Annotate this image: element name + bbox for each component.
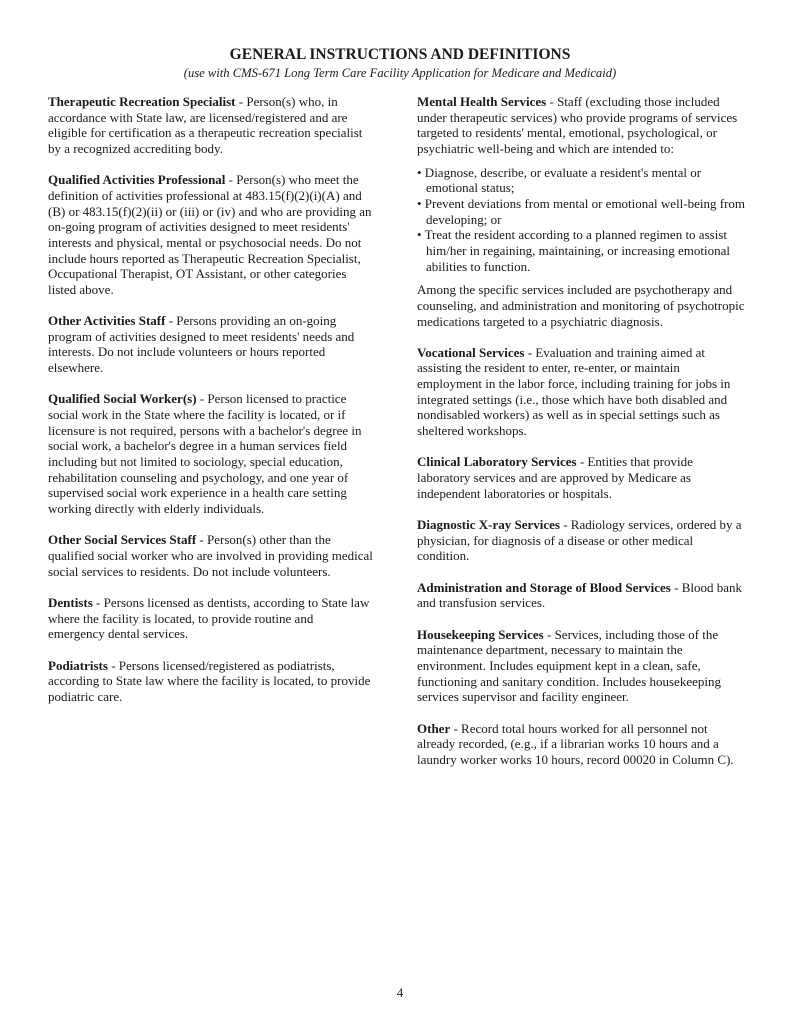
definition-text: - Blood bank	[670, 579, 743, 595]
definition-text: - Staff (excluding those included	[546, 94, 720, 109]
definition-term: Therapeutic Recreation Specialist	[48, 94, 236, 109]
definition-line: sheltered workshops.	[417, 423, 527, 439]
definition-paragraph	[417, 627, 745, 705]
definition-text: - Record total hours worked for all personnel not	[450, 720, 708, 736]
definition-line: social services to residents. Do not include volunteers.	[48, 563, 331, 579]
definition-line	[417, 517, 745, 533]
definition-line: program of activities designed to meet residents' needs and	[48, 328, 355, 344]
definition-line: services supervisor and facility engineer.	[417, 689, 629, 705]
definition-line: supervised social work experience in a health care setting	[48, 485, 347, 501]
definition-line: where the facility is located, to provide routine and	[48, 610, 314, 626]
bullet-item	[417, 227, 745, 274]
definition-line	[48, 313, 373, 329]
bullet-item	[417, 165, 745, 196]
bullet-line: emotional status;	[426, 180, 515, 196]
definition-line: condition.	[417, 548, 470, 564]
definition-line	[417, 454, 745, 470]
definition-line: maintenance department, necessary to maintain the	[417, 642, 683, 658]
definition-paragraph	[48, 595, 373, 642]
definition-line	[417, 627, 745, 643]
definition-line: physician, for diagnosis of a disease or other medical	[417, 532, 694, 548]
definition-paragraph	[417, 345, 745, 439]
right-column	[417, 94, 745, 783]
definition-line: eligible for certification as a therapeutic recreation specialist	[48, 125, 363, 141]
definition-term: Other Social Services Staff	[48, 532, 197, 548]
definition-line: interests. Do not include volunteers or hours reported	[48, 344, 326, 360]
definition-term: Podiatrists	[48, 657, 108, 673]
definition-line: by a recognized accrediting body.	[48, 140, 223, 156]
definition-term: Qualified Social Worker(s)	[48, 391, 197, 407]
definition-line	[417, 345, 745, 361]
definition-line: independent laboratories or hospitals.	[417, 485, 612, 501]
definition-line: nondisabled workers) as well as in special settings such as	[417, 407, 720, 423]
definition-paragraph	[417, 517, 745, 564]
definition-line	[48, 391, 373, 407]
bullet-line: abilities to function.	[426, 258, 531, 274]
definition-term: Diagnostic X-ray Services	[417, 517, 560, 533]
definition-line: accordance with State law, are licensed/registered and are	[48, 109, 348, 125]
definition-text: - Entities that provide	[576, 454, 693, 470]
definition-line: laboratory services and are approved by Medicare as	[417, 470, 691, 486]
definition-term: Other	[417, 720, 451, 736]
bullet-line: • Diagnose, describe, or evaluate a resident's mental or	[417, 164, 702, 180]
definition-term: Mental Health Services	[417, 94, 547, 109]
page-title: GENERAL INSTRUCTIONS AND DEFINITIONS	[229, 46, 571, 63]
definition-line: elsewhere.	[48, 360, 104, 376]
definition-line: definition of activities professional at 483.15(f)(2)(i)(A) and	[48, 187, 362, 203]
definition-line: Among the specific services included are psychotherapy and	[417, 282, 733, 298]
definition-term: Dentists	[48, 594, 93, 610]
definition-line: functioning and sanitary condition. Includes housekeeping	[417, 673, 721, 689]
definition-paragraph	[417, 282, 745, 329]
bullet-item	[417, 196, 745, 227]
definition-text: - Services, including those of the	[543, 626, 719, 642]
definition-text: - Persons licensed/registered as podiatrists,	[107, 657, 335, 673]
definition-paragraph	[417, 454, 745, 501]
bullet-line: developing; or	[426, 211, 502, 227]
definition-term: Qualified Activities Professional	[48, 172, 226, 188]
definition-line: under therapeutic services) who provide programs of services	[417, 109, 738, 125]
definition-term: Administration and Storage of Blood Services	[417, 579, 671, 595]
definition-line	[417, 94, 745, 110]
definition-line	[417, 580, 745, 596]
definition-line: medications targeted to a psychiatric diagnosis.	[417, 313, 663, 329]
bullet-line: • Treat the resident according to a planned regimen to assist	[417, 227, 727, 243]
definition-text: - Person licensed to practice	[196, 391, 347, 407]
definition-text: - Evaluation and training aimed at	[524, 344, 705, 360]
definition-line: integrated settings (i.e., those which have both disabled and	[417, 391, 728, 407]
definition-line	[48, 94, 373, 110]
definition-line: on-going program of activities designed to meet residents'	[48, 219, 350, 235]
definition-term: Other Activities Staff	[48, 313, 166, 329]
definition-line: according to State law where the facility is located, to provide	[48, 673, 371, 689]
definition-line: counseling, and administration and monitoring of psychotropic	[417, 297, 745, 313]
definition-paragraph	[48, 658, 373, 705]
definition-text: - Person(s) other than the	[196, 532, 331, 548]
definition-line: (B) or 483.15(f)(2)(ii) or (iii) or (iv) and who are providing an	[48, 203, 372, 219]
definition-line: employment in the labor force, including training for jobs in	[417, 376, 731, 392]
definition-line: including but not limited to sociology, special education,	[48, 454, 343, 470]
definition-line	[48, 532, 373, 548]
definition-term: Vocational Services	[417, 344, 525, 360]
definition-term: Housekeeping Services	[417, 626, 544, 642]
definition-line: already recorded, (e.g., if a librarian works 10 hours and a	[417, 736, 719, 752]
definition-paragraph	[48, 172, 373, 297]
definition-line: and transfusion services.	[417, 595, 546, 611]
definition-line: Occupational Therapist, OT Assistant, or other categories	[48, 266, 347, 282]
definition-term: Clinical Laboratory Services	[417, 454, 577, 470]
definition-paragraph	[417, 721, 745, 768]
definition-line: qualified social worker who are involved in providing medical	[48, 547, 373, 563]
definition-line: podiatric care.	[48, 688, 123, 704]
left-column	[48, 94, 373, 720]
definition-text: - Persons licensed as dentists, according to State law	[92, 594, 370, 610]
definition-line: social work in the State where the facility is located, or if	[48, 407, 346, 423]
definition-line: environment. Includes equipment kept in a clean, safe,	[417, 657, 701, 673]
bullet-line: him/her in regaining, maintaining, or increasing emotional	[426, 242, 730, 258]
definition-paragraph	[48, 313, 373, 376]
definition-line	[48, 595, 373, 611]
definition-line: psychiatric well-being and which are intended to:	[417, 140, 675, 156]
bullet-line: • Prevent deviations from mental or emotional well-being from	[417, 195, 746, 211]
definition-line: social work, a bachelor's degree in a human services field	[48, 438, 348, 454]
definition-text: - Person(s) who meet the	[225, 172, 359, 188]
definition-line: rehabilitation counseling and psychology, and one year of	[48, 469, 349, 485]
definition-line: listed above.	[48, 281, 114, 297]
definition-line: interests and physical, mental or psychosocial needs. Do not	[48, 234, 362, 250]
definition-paragraph	[48, 391, 373, 516]
definition-text: - Radiology services, ordered by a	[559, 517, 742, 533]
definition-line	[48, 658, 373, 674]
page-number: 4	[396, 985, 404, 1000]
definition-text: - Person(s) who, in	[235, 94, 338, 109]
definition-line: working directly with elderly individuals.	[48, 501, 265, 517]
definition-text: - Persons providing an on-going	[165, 313, 337, 329]
definition-line: targeted to residents' mental, emotional, psychological, or	[417, 125, 717, 141]
definition-line: assisting the resident to enter, re-enter, or maintain	[417, 360, 680, 376]
definition-paragraph	[417, 580, 745, 611]
page-subtitle: (use with CMS-671 Long Term Care Facility Application for Medicare and Medicaid)	[183, 66, 617, 80]
definition-line: licensure is not required, persons with a bachelor's degree in	[48, 422, 362, 438]
definition-line: laundry worker works 10 hours, record 00020 in Column C).	[417, 751, 734, 767]
definition-line: emergency dental services.	[48, 626, 189, 642]
definition-paragraph	[48, 532, 373, 579]
definition-line: include hours reported as Therapeutic Recreation Specialist,	[48, 250, 361, 266]
definition-paragraph	[48, 94, 373, 157]
definition-paragraph	[417, 94, 745, 157]
definition-line	[417, 721, 745, 737]
definition-line	[48, 172, 373, 188]
